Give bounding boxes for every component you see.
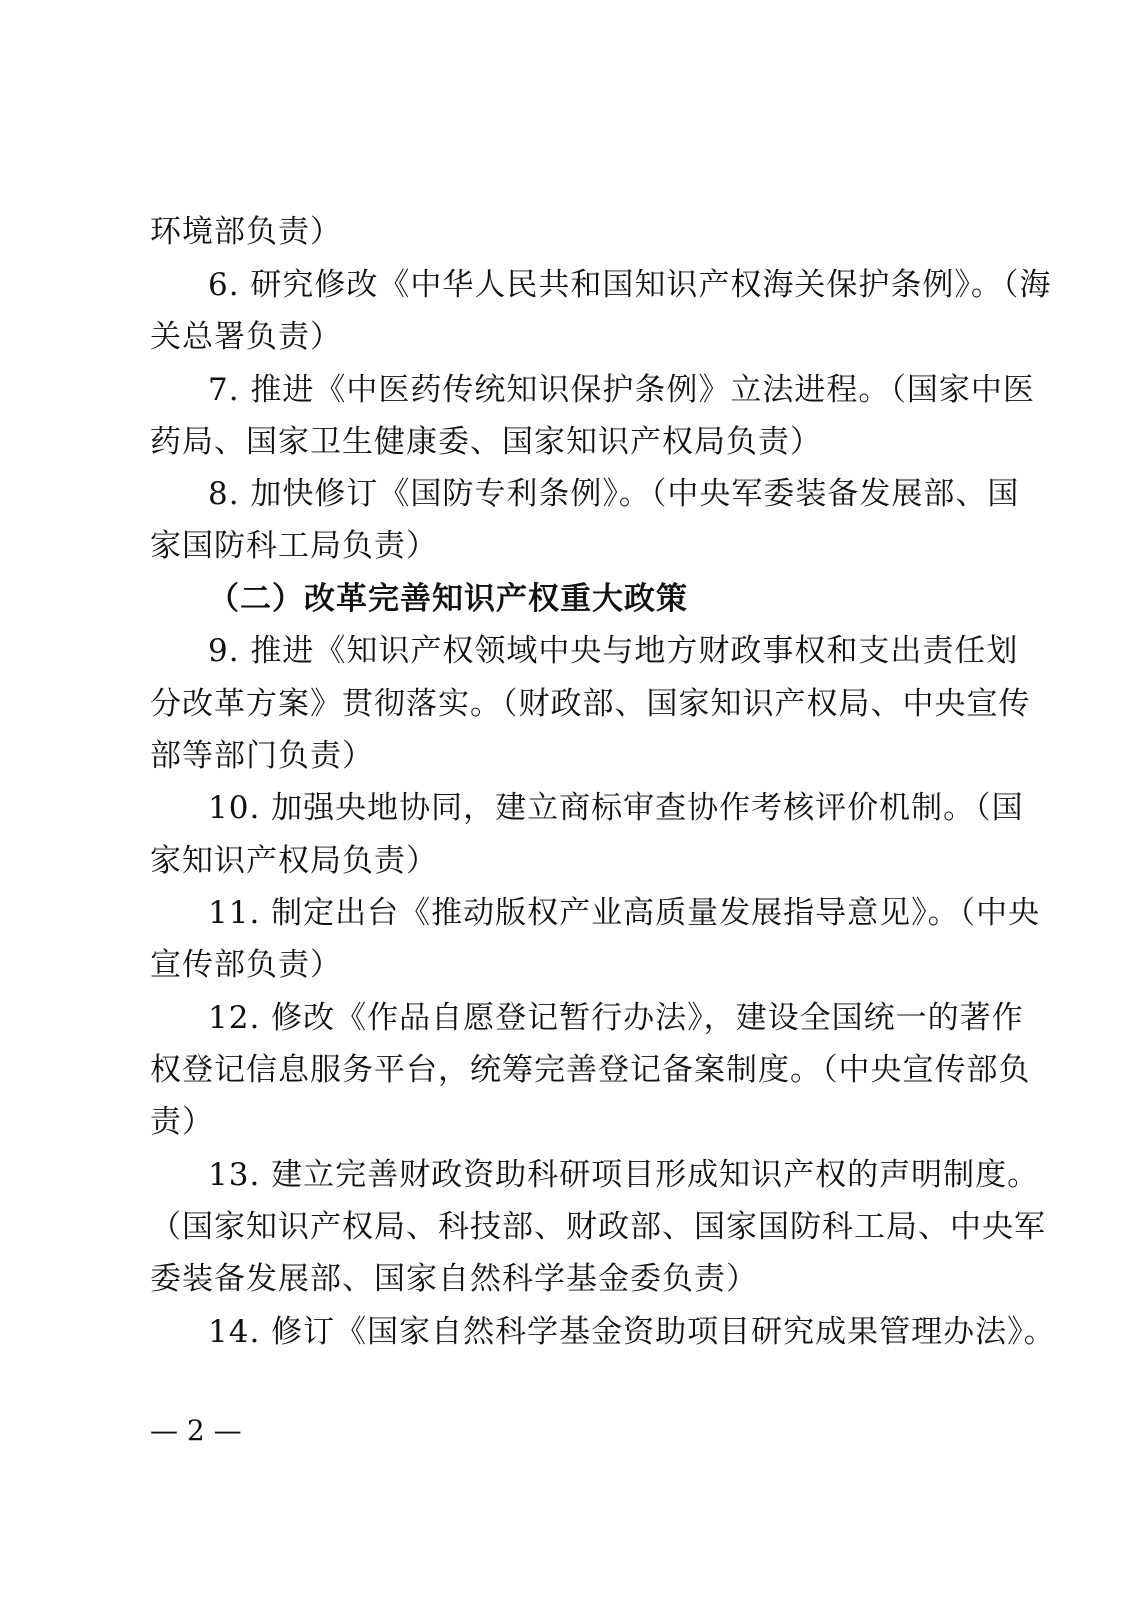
text-line: 12. 修改《作品自愿登记暂行办法》，建设全国统一的著作 — [208, 1000, 1024, 1036]
text-line: 分改革方案》贯彻落实。（财政部、国家知识产权局、中央宣传 — [150, 686, 1031, 722]
text-line: 委装备发展部、国家自然科学基金委负责） — [150, 1261, 758, 1297]
text-line: 家知识产权局负责） — [150, 843, 438, 879]
text-line: 6. 研究修改《中华人民共和国知识产权海关保护条例》。（海 — [208, 267, 1052, 303]
text-line: 9. 推进《知识产权领域中央与地方财政事权和支出责任划 — [208, 633, 1019, 669]
text-line: 8. 加快修订《国防专利条例》。（中央军委装备发展部、国 — [208, 476, 1020, 512]
section-heading: （二）改革完善知识产权重大政策 — [208, 581, 688, 617]
text-line: 环境部负责） — [150, 214, 342, 250]
text-line: 13. 建立完善财政资助科研项目形成知识产权的声明制度。 — [208, 1157, 1040, 1193]
text-line: 10. 加强央地协同，建立商标审查协作考核评价机制。（国 — [208, 790, 1024, 826]
page-number: — 2 — — [150, 1414, 242, 1447]
text-line: （国家知识产权局、科技部、财政部、国家国防科工局、中央军 — [150, 1209, 1046, 1245]
text-line: 药局、国家卫生健康委、国家知识产权局负责） — [150, 424, 822, 460]
text-line: 责） — [150, 1104, 214, 1140]
text-line: 宣传部负责） — [150, 947, 342, 983]
text-line: 关总署负责） — [150, 319, 342, 355]
text-line: 部等部门负责） — [150, 738, 374, 774]
text-line: 家国防科工局负责） — [150, 528, 438, 564]
text-line: 14. 修订《国家自然科学基金资助项目研究成果管理办法》。 — [208, 1314, 1056, 1350]
text-line: 权登记信息服务平台，统筹完善登记备案制度。（中央宣传部负 — [150, 1052, 1031, 1088]
text-line: 11. 制定出台《推动版权产业高质量发展指导意见》。（中央 — [208, 895, 1041, 931]
text-line: 7. 推进《中医药传统知识保护条例》立法进程。（国家中医 — [208, 372, 1035, 408]
